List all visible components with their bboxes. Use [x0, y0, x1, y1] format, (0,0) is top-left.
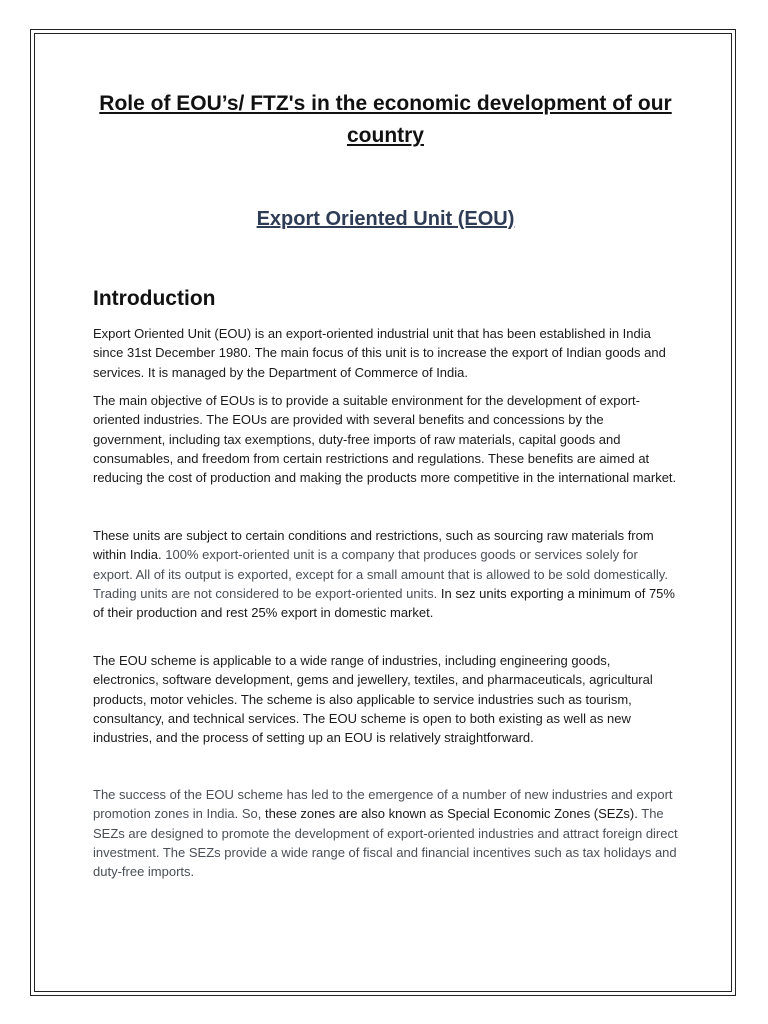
document-subtitle: Export Oriented Unit (EOU) [256, 208, 515, 230]
paragraph-5-text-a: The success of the EOU scheme has led to the emergence of a number of new industries and export promotion zones in India. So, [93, 787, 673, 822]
paragraph-3-text-c: In sez units exporting a minimum of 75% of their production and rest 25% export in domestic market. [93, 585, 675, 621]
paragraph-1 [93, 324, 678, 382]
document-title: Role of EOU’s/ FTZ's in the economic development of our country [99, 92, 672, 147]
section-heading-introduction: Introduction [93, 287, 216, 310]
paragraph-5 [93, 785, 678, 881]
paragraph-1-text: Export Oriented Unit (EOU) is an export-oriented industrial unit that has been established in India since 31st December 1980. The main focus of this unit is to increase the export of Indian goods and services. It is managed by the Department of Commerce of India. [93, 326, 666, 380]
paragraph-2-text: The main objective of EOUs is to provide a suitable environment for the development of export-oriented industries. The EOUs are provided with several benefits and concessions by the government, including tax exemptions, duty-free imports of raw materials, capital goods and consumables, and freedom from certain restrictions and regulations. These benefits are aimed at reducing the cost of production and making the products more competitive in the international market. [93, 393, 677, 486]
paragraph-5-text-b: these zones are also known as Special Economic Zones (SEZs). [265, 806, 638, 822]
paragraph-5-text-c: The SEZs are designed to promote the development of export-oriented industries and attract foreign direct investment. The SEZs provide a wide range of fiscal and financial incentives such as tax holidays and duty-free imports. [93, 806, 678, 880]
paragraph-3-text-b: 100% export-oriented unit is a company that produces goods or services solely for export. All of its output is exported, except for a small amount that is allowed to be sold domestically. Trading units are not considered to be export-oriented units. [93, 547, 668, 601]
paragraph-4-text: The EOU scheme is applicable to a wide range of industries, including engineering goods, electronics, software development, gems and jewellery, textiles, and pharmaceuticals, agricultural products, motor vehicles. The scheme is also applicable to service industries such as tourism, consultancy, and technical services. The EOU scheme is open to both existing as well as new industries, and the process of setting up an EOU is relatively straightforward. [93, 653, 653, 746]
paragraph-3-text-a: These units are subject to certain conditions and restrictions, such as sourcing raw materials from within India. [93, 528, 654, 563]
paragraph-4 [93, 651, 678, 747]
paragraph-2 [93, 391, 678, 487]
paragraph-3 [93, 526, 678, 622]
